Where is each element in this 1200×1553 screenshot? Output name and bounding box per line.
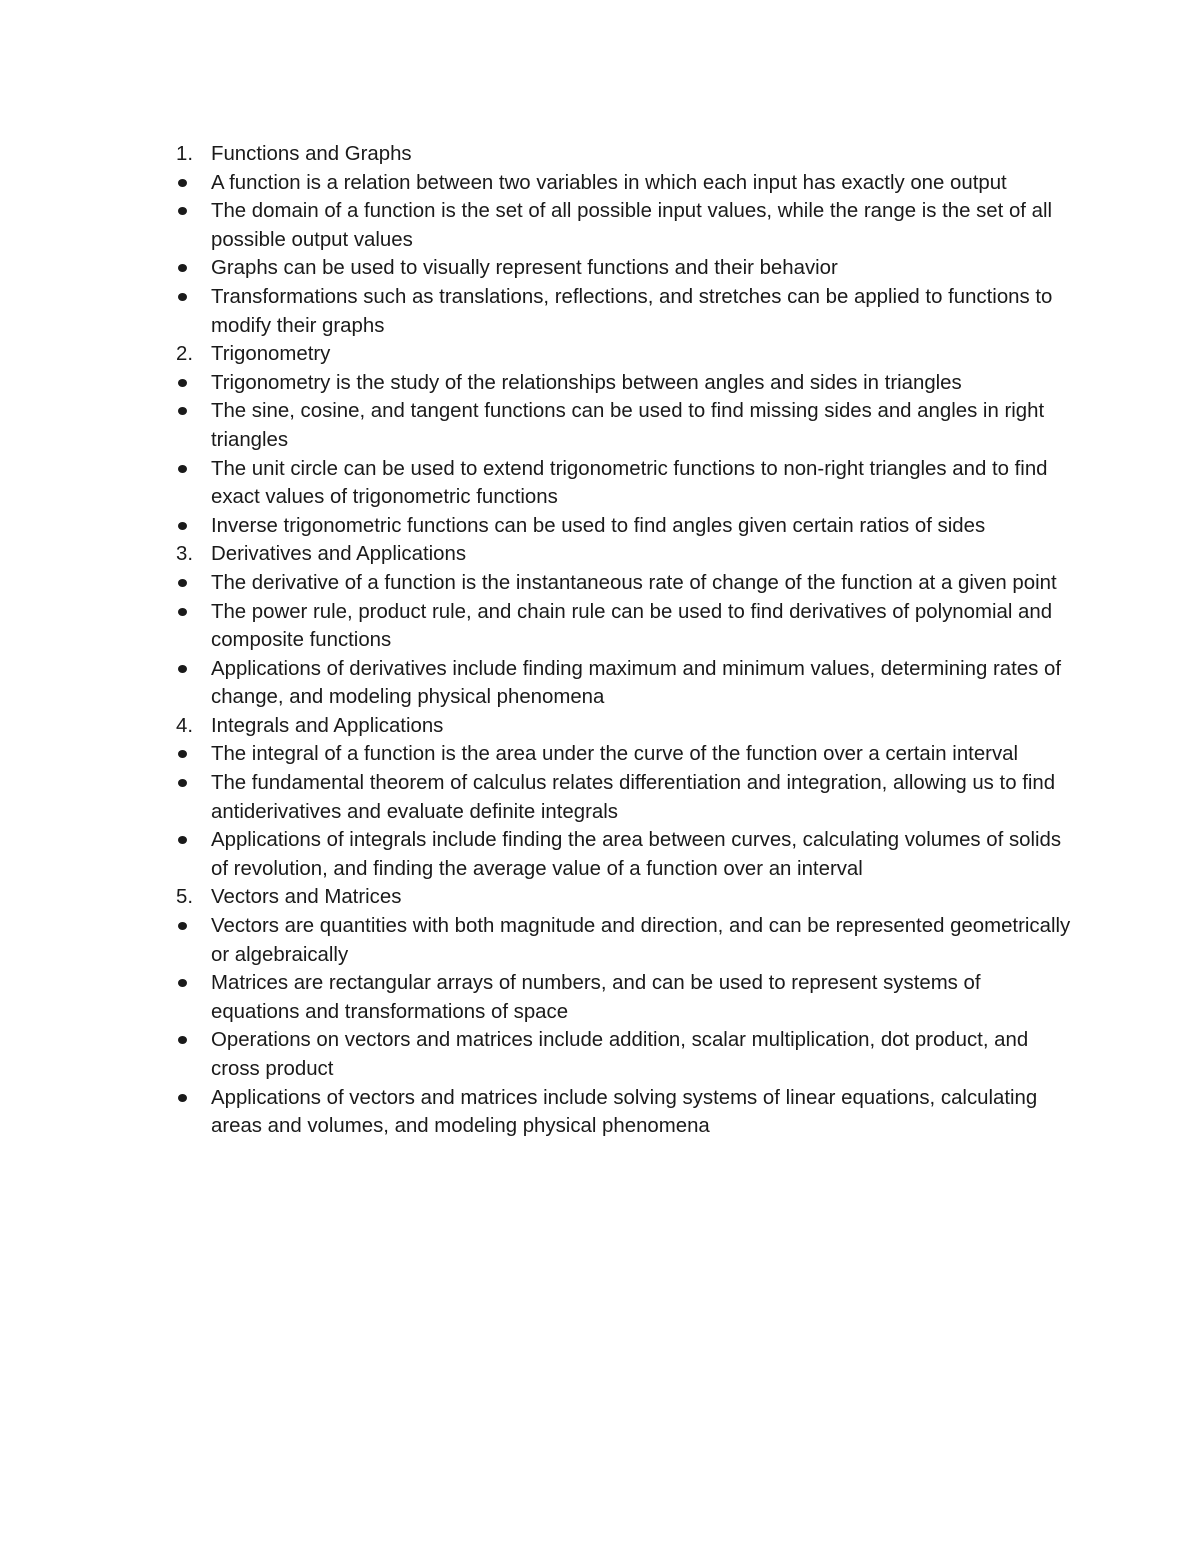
section-heading [174,540,1074,569]
bullet-item [174,655,1074,712]
bullet-text: Applications of integrals include finding the area between curves, calculating volumes of solids of revolution, and finding the average value of a function over an interval [211,829,1062,880]
bullet-text: The power rule, product rule, and chain rule can be used to find derivatives of polynomial and composite functions [211,600,1053,652]
list-number: 5. [176,886,194,909]
section-heading [174,140,1074,169]
bullet-item [174,912,1074,969]
bullet-item [174,197,1074,254]
bullet-text: A function is a relation between two variables in which each input has exactly one output [211,171,1007,194]
outline-list [174,140,1074,1141]
bullet-item [174,169,1074,198]
section-heading [174,883,1074,912]
bullet-icon [178,522,187,530]
bullet-icon [178,922,187,930]
bullet-item [174,397,1074,454]
bullet-text: Graphs can be used to visually represent functions and their behavior [211,257,838,280]
bullet-text: The sine, cosine, and tangent functions can be used to find missing sides and angles in right triangles [211,400,1045,451]
bullet-text: The domain of a function is the set of all possible input values, while the range is the set of all possible output values [211,200,1053,251]
bullet-item [174,569,1074,598]
bullet-item [174,598,1074,655]
bullet-icon [178,407,187,415]
bullet-item [174,826,1074,883]
section-title: Trigonometry [211,343,331,366]
bullet-icon [178,1036,187,1044]
bullet-text: Applications of derivatives include finding maximum and minimum values, determining rates of change, and modeling physical phenomena [211,657,1062,709]
list-number: 3. [176,543,194,566]
bullet-icon [178,750,187,758]
bullet-text: Vectors are quantities with both magnitude and direction, and can be represented geometrically or algebraically [211,915,1071,966]
bullet-icon [178,293,187,301]
bullet-item [174,512,1074,541]
section-title: Functions and Graphs [211,143,412,165]
bullet-item [174,455,1074,512]
bullet-text: Trigonometry is the study of the relationships between angles and sides in triangles [211,371,962,394]
section-title: Integrals and Applications [211,714,444,737]
bullet-item [174,283,1074,340]
bullet-icon [178,608,187,616]
bullet-icon [178,836,187,844]
list-number: 2. [176,343,194,366]
bullet-text: Transformations such as translations, reflections, and stretches can be applied to functions to modify their graphs [211,285,1053,337]
bullet-icon [178,779,187,787]
bullet-icon [178,207,187,215]
bullet-text: The unit circle can be used to extend trigonometric functions to non-right triangles and to find exact values of trigonometric functions [211,457,1048,509]
bullet-item [174,769,1074,826]
bullet-item [174,369,1074,398]
bullet-icon [178,1094,187,1102]
bullet-text: Applications of vectors and matrices include solving systems of linear equations, calculating areas and volumes, and modeling physical phenomena [211,1086,1038,1138]
bullet-text: Operations on vectors and matrices include addition, scalar multiplication, dot product, and cross product [211,1029,1029,1080]
bullet-item [174,1026,1074,1083]
list-number: 4. [176,714,194,737]
bullet-icon [178,979,187,987]
bullet-text: The integral of a function is the area under the curve of the function over a certain interval [211,743,1019,766]
bullet-text: Inverse trigonometric functions can be used to find angles given certain ratios of sides [211,514,986,537]
section-title: Derivatives and Applications [211,543,467,566]
list-number: 1. [176,143,194,165]
bullet-item [174,969,1074,1026]
bullet-item [174,1084,1074,1141]
bullet-icon [178,665,187,673]
section-heading [174,340,1074,369]
bullet-icon [178,264,187,272]
bullet-icon [178,465,187,473]
bullet-text: The fundamental theorem of calculus relates differentiation and integration, allowing us to find antiderivatives and evaluate definite integrals [211,772,1056,823]
bullet-text: The derivative of a function is the instantaneous rate of change of the function at a given point [211,571,1057,594]
bullet-item [174,254,1074,283]
bullet-icon [178,379,187,387]
section-title: Vectors and Matrices [211,886,402,909]
bullet-text: Matrices are rectangular arrays of numbers, and can be used to represent systems of equations and transformations of space [211,972,981,1023]
bullet-icon [178,179,187,187]
bullet-item [174,740,1074,769]
bullet-icon [178,579,187,587]
section-heading [174,712,1074,741]
